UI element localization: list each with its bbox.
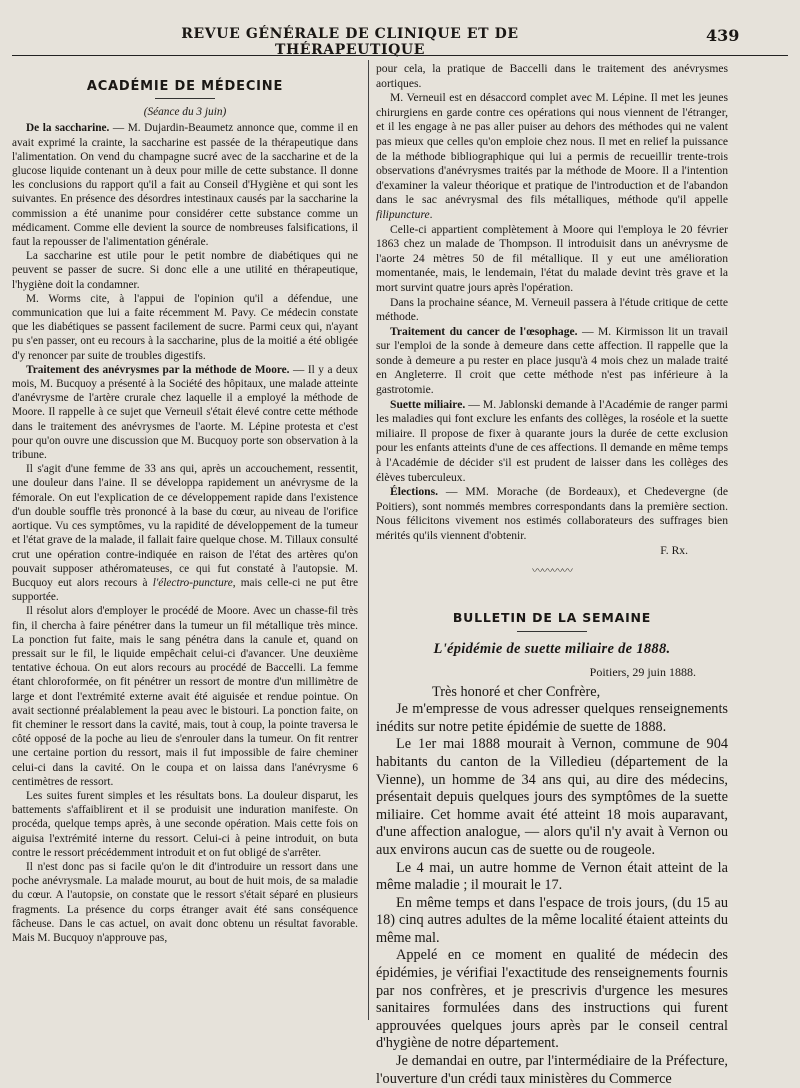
paragraph: Les suites furent simples et les résultats bons. La douleur disparut, les battements s'affaiblirent et il se produisit une induration manifeste. On procéda, quelque temps après, à une seconde opération. Mais cette fois on aiguisa l'extrémité interne du ressort. Celui-ci à peine introduit, on buta contre le ressort précédemment introduit et on fut obligé de s'arrêter.	[12, 789, 358, 859]
letter-body	[376, 684, 728, 1088]
paragraph-text: — MM. Morache (de Bordeaux), et Chedevergne (de Poitiers), sont nommés membres correspondants dans la première section. Nous félicitons vivement nos estimés collaborateurs des suffrages bien mérités qu'ils viennent d'obtenir.	[376, 485, 728, 542]
paragraph: Le 4 mai, un autre homme de Vernon était atteint de la même maladie ; il mourait le 17.	[376, 859, 728, 894]
salutation: Très honoré et cher Confrère,	[432, 683, 601, 700]
paragraph: Celle-ci appartient complètement à Moore qui l'employa le 20 février 1863 chez un malade de Thompson. Il introduisit dans un anévrysme de l'aorte 24 mètres 50 de fil métallique. Il y eut une amélioration momentanée, mais, le lendemain, l'état du malade devint très grave et la mort survint quatre jours après l'opération.	[376, 222, 728, 294]
paragraph-text: — M. Kirmisson lit un travail sur l'emploi de la sonde à demeure dans cette affection. Il rappelle que la sonde à demeure a pu rester en place jusqu'à 4 mois chez un malade traité en Angleterre. Il croit que cette méthode n'est pas inférieure à la gastrotomie.	[376, 324, 729, 397]
signature: F. Rx.	[660, 543, 688, 557]
paragraph: Il résolut alors d'employer le procédé de Moore. Avec un chasse-fil très fin, il chercha à faire pénétrer dans la tumeur un fil métallique très mince. La ponction fut faite, mais le sang pénétra dans la canule et, quand on pressait sur le fil, le liquide empêchait celui-ci d'avancer. Une deuxième tentative échoua. On eut alors recours au procédé de Baccelli. La femme étant chloroformée, on fit pénétrer un ressort de montre d'un millimètre de large et dont l'extrémité externe avait été aiguisée et rendue pointue. On avait sectionné préalablement la peau avec le bistouri. La ponction faite, on fit cheminer le ressort dans la cavité, mais, tout à coup, la pointe traversa le côté opposé de la poche au lieu de s'enrouler dans la tumeur. On fit rentrer une certaine portion du ressort, mais il fut impossible de faire cheminer celui-ci dans la cavité. On le coupa et on laissa dans l'anévrysme 6 centimètres de ressort.	[12, 605, 358, 788]
paragraph-text: Il s'agit d'une femme de 33 ans qui, après un accouchement, ressentit, une douleur dans l'aine. Il se développa rapidement un anévrysme de la fémorale. On eut l'explication de ce développement rapide dans l'existence d'un double souffle très prononcé à la base du cœur, au niveau de l'orifice aortique. Vu ces symptômes, vu la rapidité de développement de la tumeur et l'état grave de la malade, il fallait faire quelque chose. M. Tillaux consulté crut une opération contre-indiquée en raison de l'état des artères qu'on pouvait supposer athéromateuses, ce qui fut constaté à l'autopsie. M. Bucquoy eut alors recours à	[12, 463, 358, 589]
session-date: (Séance du 3 juin)	[143, 106, 227, 119]
paragraph	[376, 91, 728, 222]
suette-paragraph	[376, 398, 728, 486]
dateline: Poitiers, 29 juin 1888.	[589, 664, 696, 679]
run-in-heading: Traitement des anévrysmes par la méthode de Moore.	[26, 363, 290, 376]
paragraph-text: — Il y a deux mois, M. Bucquoy a présenté à la Société des hôpitaux, une malade atteinte d'anévrysme de l'artère crurale chez laquelle il a employé la méthode de Moore. Il rappelle à ce sujet que Verneuil s'était élevé contre cette méthode dans le traitement des anévrysmes de l'aorte. M. Lépine protesta et c'est pour qu'on ouvre une discussion que M. Bucquoy porte son observation à la tribune.	[12, 363, 358, 462]
run-in-heading: Élections.	[390, 485, 438, 499]
run-in-heading: Suette miliaire.	[390, 397, 466, 411]
paragraph: pour cela, la pratique de Baccelli dans le traitement des anévrysmes aortiques.	[376, 62, 728, 90]
title-rule	[517, 631, 587, 632]
paragraph-text: — M. Dujardin-Beaumetz annonce que, comme il en avait exprimé la crainte, la saccharine est passée de la thérapeutique dans l'alimentation. On vend du champagne sucré avec de la saccharine et de la glucose liquide contenant un à deux pour mille de cette substance. Il donne les conclusions du rapport qu'il a fait au Conseil d'Hygiène et qui sont les suivantes. En présence des désordres intestinaux causés par la saccharine la commission a été unanime pour considérer cette substance comme un médicament. Comme elle devient la source de nombreuses falsifications, il faut la repousser de l'alimentation générale.	[12, 122, 359, 249]
run-in-heading: Traitement du cancer de l'œsophage.	[390, 324, 578, 338]
left-column	[12, 62, 358, 945]
article-title: L'épidémie de suette miliaire de 1888.	[433, 641, 671, 658]
oesophage-paragraph	[376, 325, 728, 398]
paragraph	[12, 462, 358, 604]
right-column	[376, 62, 728, 1088]
section-title-bulletin: BULLETIN DE LA SEMAINE	[452, 609, 652, 625]
anevrysmes-paragraph	[12, 363, 358, 462]
column-divider	[368, 60, 369, 1020]
paragraph: Le 1er mai 1888 mourait à Vernon, commune de 904 habitants du canton de la Villedieu (département de la Vienne), un homme de 34 ans qui, au dire des médecins, présentait depuis quelques jours des symptômes de la suette miliaire. Cet homme avait été atteint 18 mois auparavant, d'une affection analogue, — alors qu'il n'y avait à Vernon ou aux environs aucun cas de suette ou de rougeole.	[376, 736, 728, 858]
ornamental-rule: 〰〰〰〰	[532, 565, 572, 578]
running-title: REVUE GÉNÉRALE DE CLINIQUE ET DE THÉRAPEUTIQUE	[181, 26, 519, 58]
paragraph: Il n'est donc pas si facile qu'on le dit d'introduire un ressort dans une poche anévrysmale. La malade mourut, au bout de huit mois, de sa maladie du cœur. A l'autopsie, on constate que le ressort s'était séparé en plusieurs fragments. La présence du corps étranger avait été sans conséquence fâcheuse. Dans le cas actuel, on avait donc obtenu un résultat favorable. Mais M. Bucquoy n'approuve pas,	[12, 860, 358, 944]
paragraph: M. Worms cite, à l'appui de l'opinion qu'il a défendue, une communication que lui a faite récemment M. Pavy. Ce médecin constate que les diabétiques se passent facilement de sucre. Parmi ceux qui, n'ayant pu s'en passer, ont eu recours à la saccharine, plus de la moitié a été obligée d'y renoncer par suite de troubles digestifs.	[12, 292, 358, 362]
paragraph: Appelé en ce moment en qualité de médecin des épidémies, je vérifiai l'exactitude des renseignements fournis par nos confrères, et je prescrivis d'urgence les mesures sanitaires formulées dans des instructions qui furent approuvées quelques jours après par le conseil central d'hygiène de notre département.	[376, 947, 728, 1052]
saccharine-paragraph	[12, 121, 358, 249]
paragraph-text: .	[429, 207, 433, 221]
header-rule	[12, 55, 788, 56]
run-in-heading: De la saccharine.	[26, 122, 110, 135]
paragraph: Je demandai en outre, par l'intermédiaire de la Préfecture, l'ouverture d'un crédi taux ministères du Commerce	[376, 1053, 728, 1087]
section-title-academie: ACADÉMIE DE MÉDECINE	[86, 79, 284, 94]
emphasis: l'électro-puncture	[152, 576, 233, 589]
paragraph: Je m'empresse de vous adresser quelques renseignements inédits sur notre petite épidémie de suette de 1888.	[376, 701, 728, 735]
paragraph: En même temps et dans l'espace de trois jours, (du 15 au 18) cinq autres adultes de la même localité étaient atteints du même mal.	[376, 894, 728, 946]
elections-paragraph	[376, 485, 728, 543]
paragraph-text: M. Verneuil est en désaccord complet avec M. Lépine. Il met les jeunes chirurgiens en garde contre ces opérations qui nous viennent de l'étranger, et il les engage à ne pas aller puiser au dehors des méthodes qui ne valent pas mieux que celles qu'on emploie chez nous. Il met en relief la puissance de la méthode bibliographique qui lui a permis de recueillir trente-trois observations d'anévrysmes traités par la méthode de Moore. Il a l'intention d'examiner la valeur théorique et pratique de l'introduction et de l'abandon dans le sac anévrysmal des fils métalliques, méthode qu'il appelle	[376, 91, 728, 207]
page-number: 439	[706, 26, 740, 45]
paragraph-text: — M. Jablonski demande à l'Académie de ranger parmi les maladies qui font exclure les enfants des collèges, la roséole et la suette miliaire. Il propose de fixer à quarante jours la durée de cette exclusion pour les enfants atteints d'une de ces affections. Il demande en même temps à l'Académie de décider s'il est prudent de laisser dans les collèges des élèves tuberculeux.	[376, 397, 728, 484]
paragraph: Dans la prochaine séance, M. Verneuil passera à l'étude critique de cette méthode.	[376, 295, 728, 324]
paragraph-text: , mais celle-ci ne put être supportée.	[12, 576, 359, 604]
emphasis: filipuncture	[376, 207, 430, 221]
page-header	[0, 22, 800, 58]
title-rule	[155, 98, 215, 99]
paragraph: La saccharine est utile pour le petit nombre de diabétiques qui ne peuvent se passer de sucre. Si donc elle a une utilité en thérapeutique, l'hygiène doit la condamner.	[12, 250, 358, 291]
